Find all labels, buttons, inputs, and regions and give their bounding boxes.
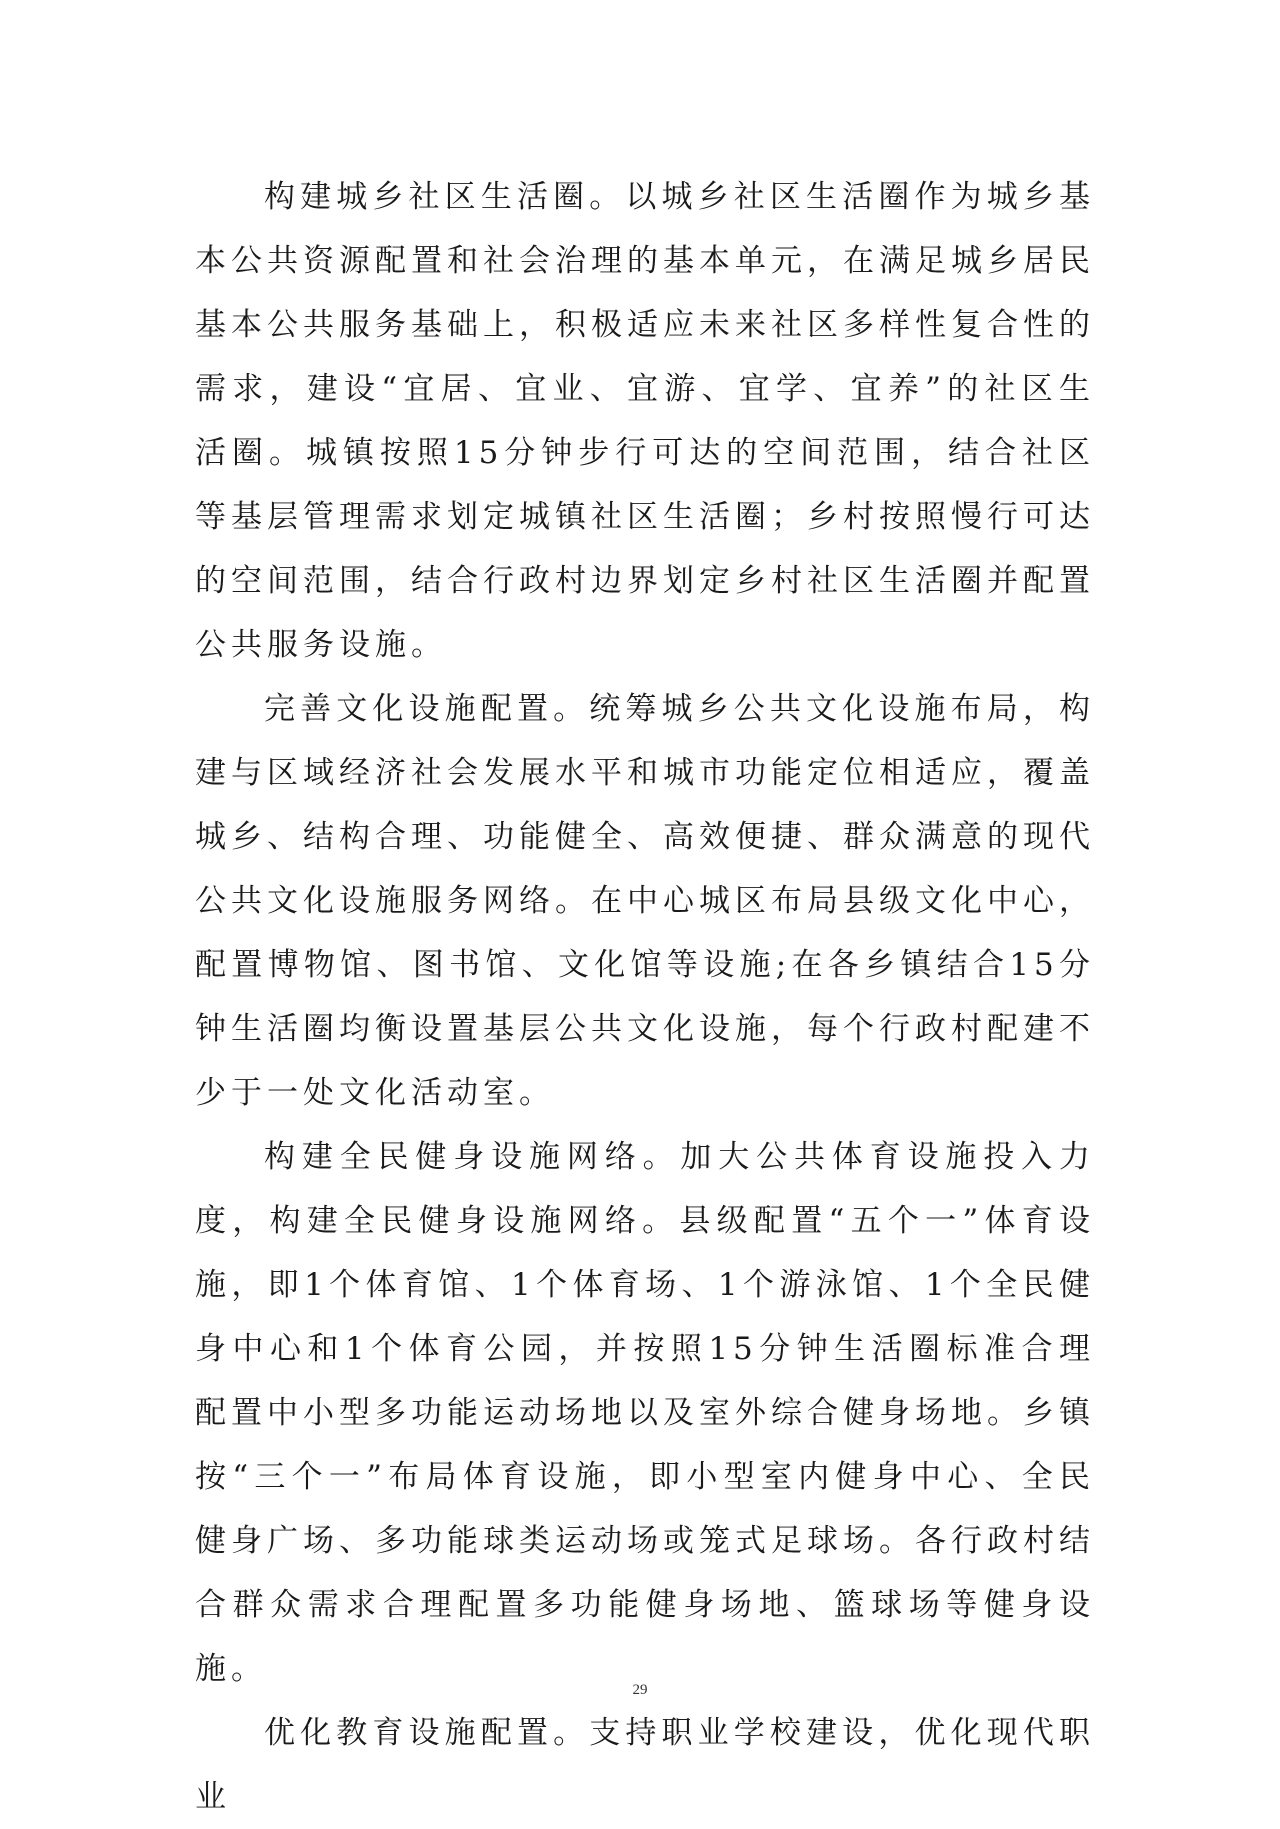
paragraph-cultural-facilities: 完善文化设施配置。统筹城乡公共文化设施布局，构建与区域经济社会发展水平和城市功能定位相适应，覆盖城乡、结构合理、功能健全、高效便捷、群众满意的现代公共文化设施服务网络。在中心城区布局县级文化中心，配置博物馆、图书馆、文化馆等设施;在各乡镇结合15分钟生活圈均衡设置基层公共文化设施，每个行政村配建不少于一处文化活动室。 [195, 691, 1095, 1111]
body-text [195, 165, 1095, 1829]
paragraph-community-life-circle: 构建城乡社区生活圈。以城乡社区生活圈作为城乡基本公共资源配置和社会治理的基本单元，在满足城乡居民基本公共服务基础上，积极适应未来社区多样性复合性的需求，建设“宜居、宜业、宜游、宜学、宜养”的社区生活圈。城镇按照15分钟步行可达的空间范围，结合社区等基层管理需求划定城镇社区生活圈；乡村按照慢行可达的空间范围，结合行政村边界划定乡村社区生活圈并配置公共服务设施。 [195, 179, 1095, 663]
paragraph-education-facilities: 优化教育设施配置。支持职业学校建设，优化现代职业 [195, 1715, 1095, 1815]
page-number: 29 [632, 1682, 648, 1698]
paragraph-fitness-facilities: 构建全民健身设施网络。加大公共体育设施投入力度，构建全民健身设施网络。县级配置“五个一”体育设施，即1个体育馆、1个体育场、1个游泳馆、1个全民健身中心和1个体育公园，并按照15分钟生活圈标准合理配置中小型多功能运动场地以及室外综合健身场地。乡镇按“三个一”布局体育设施，即小型室内健身中心、全民健身广场、多功能球类运动场或笼式足球场。各行政村结合群众需求合理配置多功能健身场地、篮球场等健身设施。 [195, 1139, 1095, 1687]
